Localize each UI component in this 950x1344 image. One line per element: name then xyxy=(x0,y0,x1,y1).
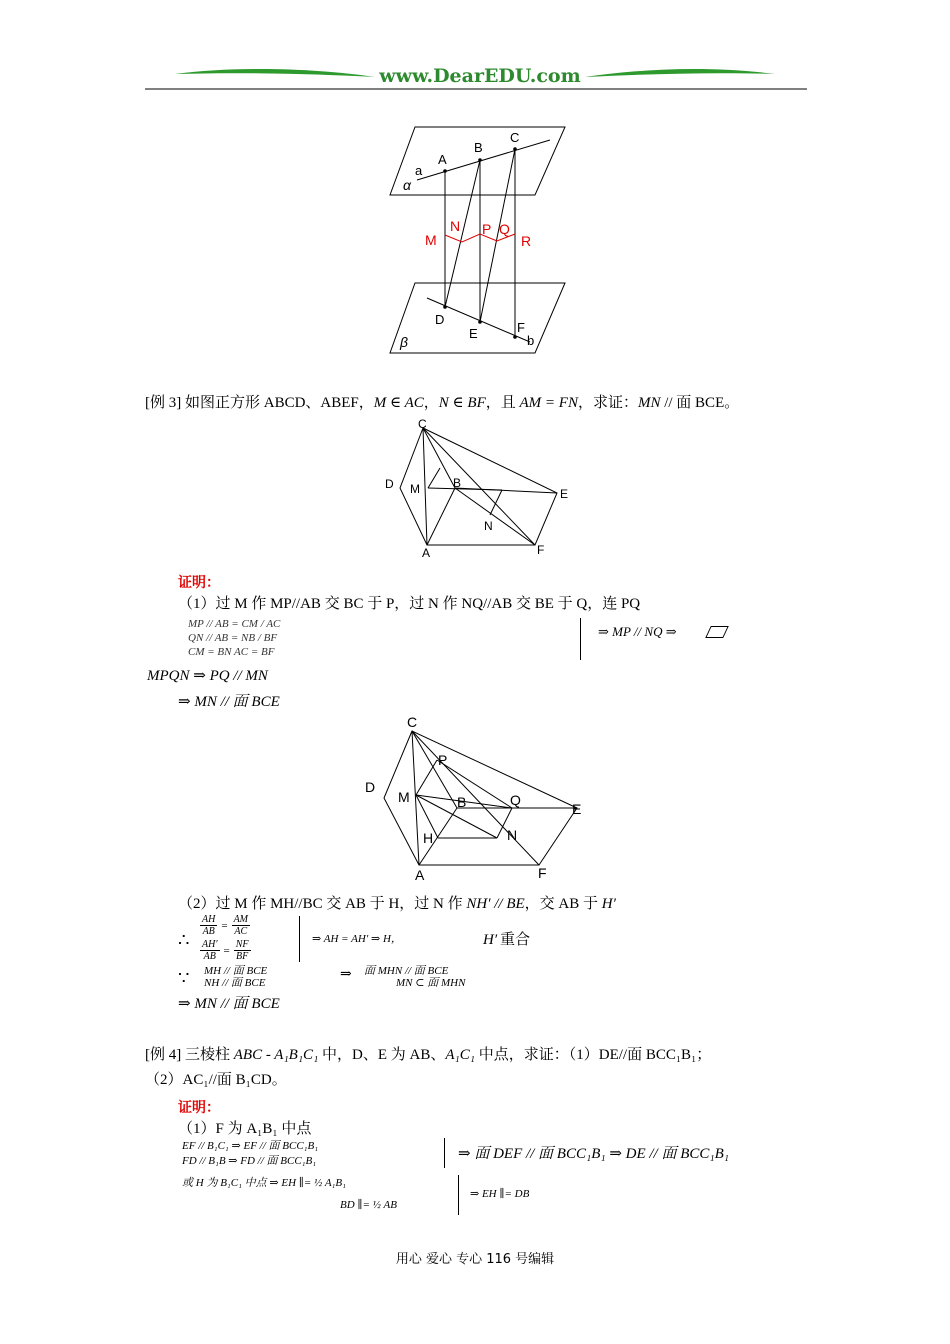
figure-squares-construction xyxy=(362,713,592,883)
f3-N: N xyxy=(507,827,518,843)
label-beta: β xyxy=(400,334,408,350)
ex4-row2: FD // B₁B ⇒ FD // 面 BCC₁B₁ xyxy=(182,1155,317,1167)
ex4-row4: BD ∥= ½ AB xyxy=(340,1199,397,1211)
line-a xyxy=(417,140,550,180)
label-D: D xyxy=(435,312,445,327)
left-swoosh xyxy=(175,69,375,77)
example4-line2: （2）AC₁//面 B₁CD。 xyxy=(145,1072,287,1088)
example3-statement: [例 3] 如图正方形 ABCD、ABEF，M ∈ AC，N ∈ BF，且 AM = FN，求证：MN // 面 BCE。 xyxy=(145,395,740,411)
because-res1: 面 MHN // 面 BCE xyxy=(364,965,449,977)
plane-beta xyxy=(390,283,565,353)
f3-F: F xyxy=(538,865,547,881)
f3-C: C xyxy=(407,714,418,730)
label-R: R xyxy=(521,233,532,249)
plane-alpha xyxy=(390,127,565,195)
ex3-brace-block: MP // AB = CM / AC QN // AB = NB / BF CM = BN AC = BF xyxy=(183,616,583,662)
label-P: P xyxy=(482,221,492,237)
f3-A: A xyxy=(415,867,425,883)
f2-B: B xyxy=(453,476,462,490)
figure-squares xyxy=(380,418,575,560)
footer: 用心 爱心 专心 116 号编辑 xyxy=(395,1252,555,1267)
ex4-row1: EF // B₁C₁ ⇒ EF // 面 BCC₁B₁ xyxy=(182,1140,319,1152)
therefore-sym: ∴ xyxy=(178,930,190,950)
parallelogram-icon xyxy=(705,626,729,638)
ex3-conclusion: ⇒ MN // 面 BCE xyxy=(178,996,280,1012)
f2-C: C xyxy=(418,418,427,431)
label-E: E xyxy=(469,326,478,341)
f2-A: A xyxy=(422,546,431,560)
f2-F: F xyxy=(537,543,545,557)
ex4-res2: ⇒ EH ∥= DB xyxy=(470,1188,530,1200)
right-swoosh xyxy=(585,69,775,77)
f2-D: D xyxy=(385,477,394,491)
label-B: B xyxy=(474,140,483,155)
f2-N: N xyxy=(484,519,493,533)
ex3-step1: （1）过 M 作 MP//AB 交 BC 于 P，过 N 作 NQ//AB 交 BE 于 Q，连 PQ xyxy=(178,596,641,612)
label-alpha: α xyxy=(403,177,411,193)
f2-M: M xyxy=(410,482,420,496)
f3-P: P xyxy=(438,752,448,768)
f2-E: E xyxy=(560,487,569,501)
site-logo: www.DearEDU.com xyxy=(379,65,581,87)
ex4-step1: （1）F 为 A₁B₁ 中点 xyxy=(178,1121,312,1137)
figure-parallel-planes xyxy=(385,120,585,360)
ex3-step2: （2）过 M 作 MH//BC 交 AB 于 H，过 N 作 NH′ // BE，交 AB 于 H′ xyxy=(178,896,616,912)
brace xyxy=(577,618,581,660)
label-a: a xyxy=(415,163,423,178)
label-N: N xyxy=(450,218,461,234)
ex3-line-a: MPQN ⇒ PQ // MN xyxy=(147,668,268,684)
label-C: C xyxy=(510,130,520,145)
f3-Q: Q xyxy=(510,792,521,808)
ex4-row3: 或 H 为 B₁C₁ 中点 ⇒ EH ∥= ½ A₁B₁ xyxy=(182,1177,346,1189)
f3-M: M xyxy=(398,789,410,805)
f3-D: D xyxy=(365,779,376,795)
impl2: ⇒ AH = AH′ ⇒ H， xyxy=(312,933,402,945)
coincide-sym: H′ xyxy=(483,932,498,948)
example4-statement: [例 4] 三棱柱 ABC - A₁B₁C₁ 中，D、E 为 AB、A₁C₁ 中点，求证：（1）DE//面 BCC₁B₁； xyxy=(145,1047,712,1063)
because-sym: ∵ xyxy=(178,968,190,988)
label-F: F xyxy=(517,320,525,335)
ex3-impl1: ⇒ MP // NQ ⇒ xyxy=(598,624,677,639)
header-banner xyxy=(145,62,807,92)
label-M: M xyxy=(425,232,437,248)
because-row2: NH // 面 BCE xyxy=(204,977,266,989)
label-A: A xyxy=(438,152,447,167)
because-res2: MN ⊂ 面 MHN xyxy=(396,977,466,989)
ex4-res1: ⇒ 面 DEF // 面 BCC₁B₁ ⇒ DE // 面 BCC₁B₁ xyxy=(458,1146,729,1162)
proof-label-ex3: 证明： xyxy=(178,575,220,591)
f3-H: H xyxy=(423,830,434,846)
because-row1: MH // 面 BCE xyxy=(204,965,268,977)
f3-B: B xyxy=(457,794,467,810)
f3-E: E xyxy=(572,801,582,817)
ex3-line-b: ⇒ MN // 面 BCE xyxy=(178,694,280,710)
proof-label-ex4: 证明： xyxy=(178,1100,220,1116)
ratio-block: $\frac{AH}{AB}$ = $\frac{AM}{AC}$ $\frac{AH'}{AB}$ = $\frac{NF}{BF}$ xyxy=(200,914,300,964)
label-Q: Q xyxy=(499,221,510,237)
label-b: b xyxy=(527,333,535,348)
coincide-text: 重合 xyxy=(500,932,531,948)
